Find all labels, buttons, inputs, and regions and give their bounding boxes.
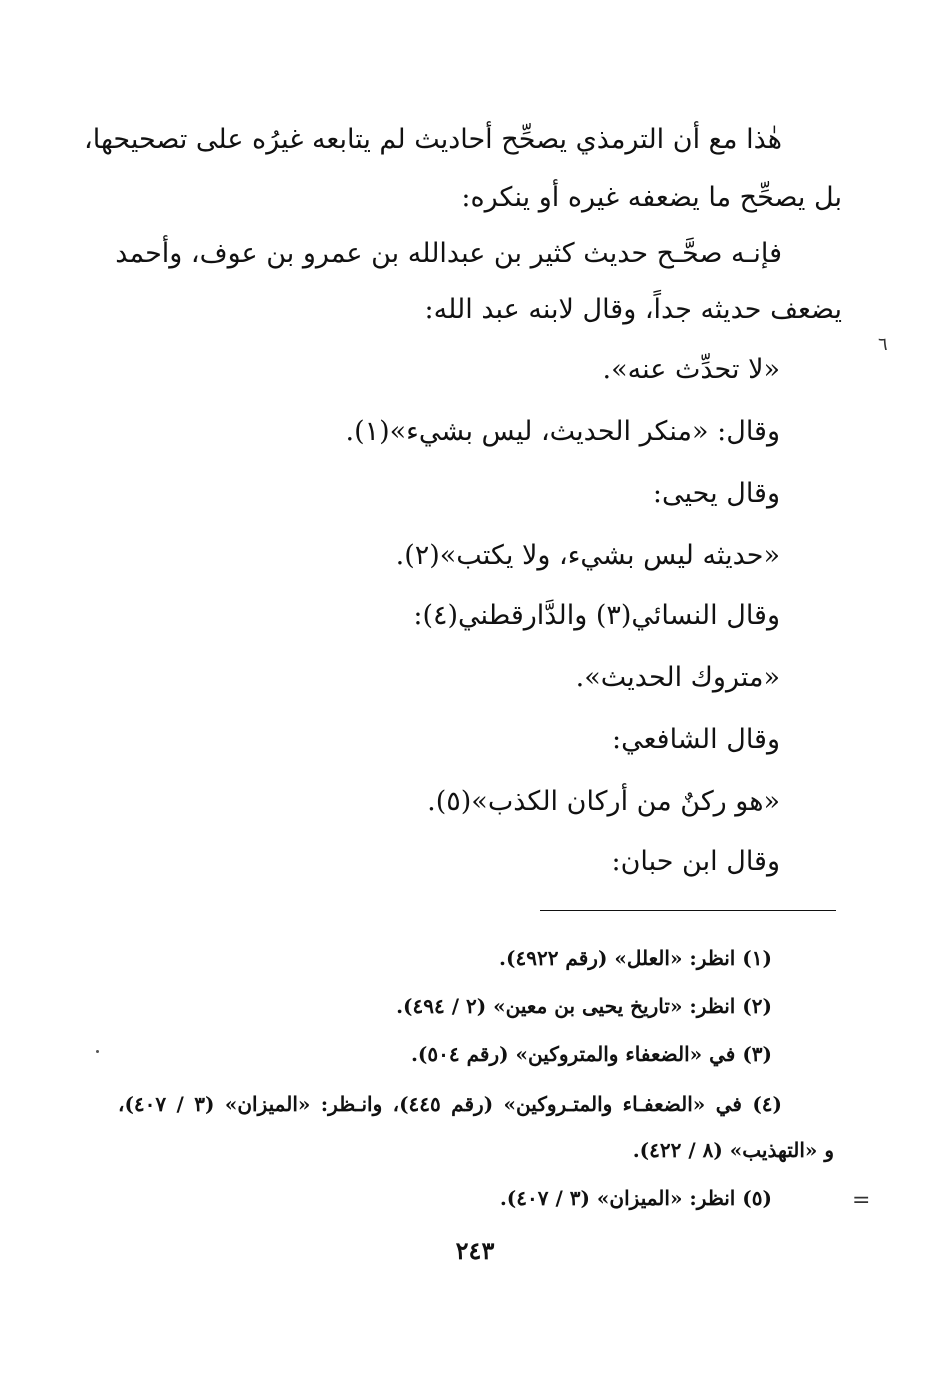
body-line-6: وقال يحيى:	[652, 478, 780, 509]
footnote-1: (١) انظر: «العلل» (رقم ٤٩٢٢).	[499, 946, 772, 970]
page-number: ٢٤٣	[455, 1236, 495, 1265]
body-line-3: فإنـه صحَّـح حديث كثير بن عبدالله بن عمرو بن عوف، وأحمد	[115, 238, 782, 269]
footnote-4: (٤) في «الضعفـاء والمتـروكين» (رقم ٤٤٥)، وانـظر: «الميزان» (٣ / ٤٠٧)،	[118, 1092, 782, 1116]
body-line-4: يضعف حديثه جداً، وقال لابنه عبد الله:	[424, 294, 842, 325]
footnote-3: (٣) في «الضعفاء والمتروكين» (رقم ٥٠٤).	[410, 1042, 772, 1066]
body-line-5: وقال: «منكر الحديث، ليس بشيء»(١).	[345, 416, 780, 447]
quote-line-2: «حديثه ليس بشيء، ولا يكتب»(٢).	[395, 540, 780, 571]
body-line-8: وقال الشافعي:	[612, 724, 780, 755]
margin-mark-top: ٦	[878, 334, 888, 355]
quote-line-1: «لا تحدِّث عنه».	[602, 354, 780, 385]
footnote-2: (٢) انظر: «تاريخ يحيى بن معين» (٢ / ٤٩٤).	[396, 994, 772, 1018]
footnote-4-continuation: و «التهذيب» (٨ / ٤٢٢).	[632, 1138, 834, 1162]
body-line-9: وقال ابن حبان:	[611, 846, 780, 877]
body-line-7: وقال النسائي(٣) والدَّارقطني(٤):	[413, 600, 780, 631]
footnote-separator	[540, 910, 836, 911]
margin-mark-bottom: =	[852, 1188, 871, 1213]
quote-line-4: «هو ركنٌ من أركان الكذب»(٥).	[427, 786, 780, 817]
footnote-5: (٥) انظر: «الميزان» (٣ / ٤٠٧).	[499, 1186, 772, 1210]
scan-speck	[96, 1050, 99, 1053]
body-line-1: هٰذا مع أن الترمذي يصحِّح أحاديث لم يتابعه غيرُه على تصحيحها،	[84, 124, 782, 155]
quote-line-3: «متروك الحديث».	[575, 662, 780, 693]
body-line-2: بل يصحِّح ما يضعفه غيره أو ينكره:	[461, 182, 842, 213]
